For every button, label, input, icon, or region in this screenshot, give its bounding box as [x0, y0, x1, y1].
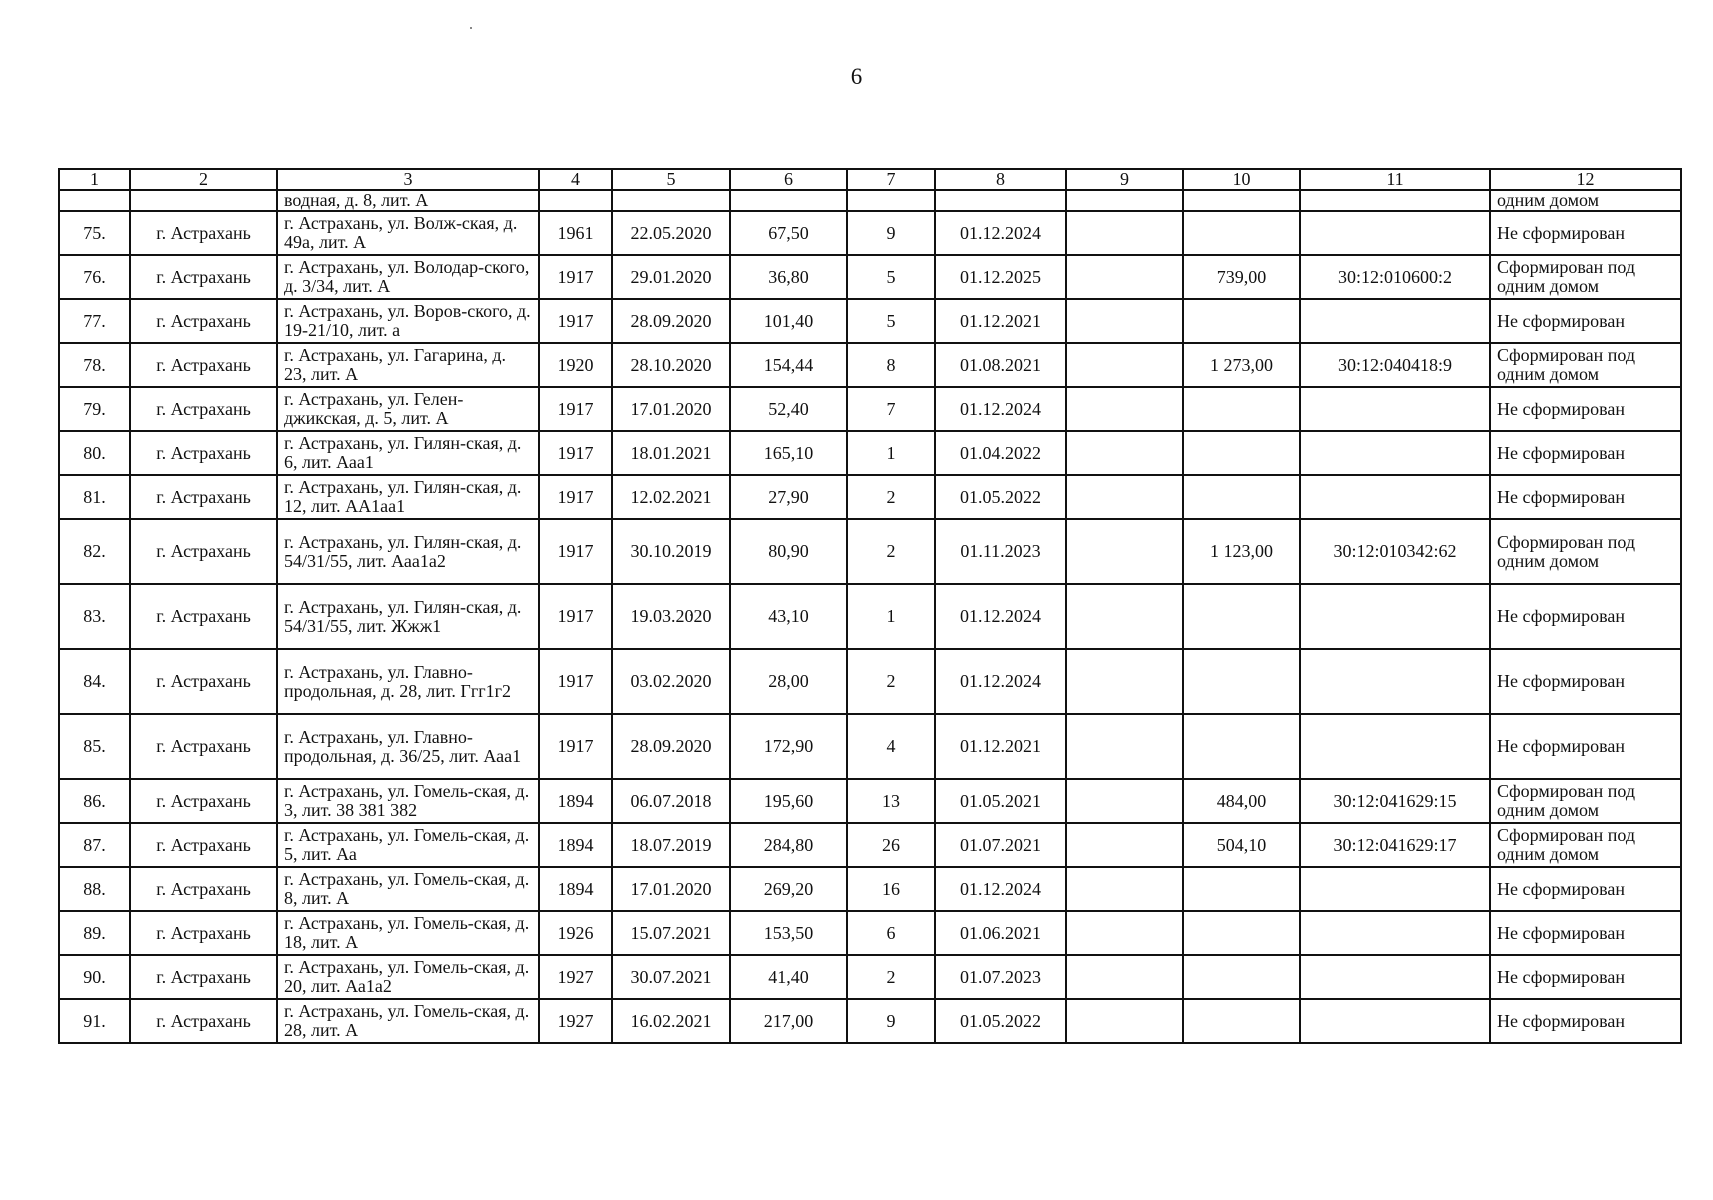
cell-city: г. Астрахань: [130, 255, 277, 299]
cell-cadastral: 30:12:010600:2: [1300, 255, 1490, 299]
cell-address: г. Астрахань, ул. Главно-продольная, д. 28, лит. Ггг1г2: [277, 649, 539, 714]
cell-col9: [1066, 823, 1183, 867]
housing-registry-table: [58, 168, 1682, 1044]
table-row: [59, 714, 1681, 779]
cell-land-area: [1183, 190, 1300, 211]
cell-residents: 9: [847, 999, 935, 1043]
cell-area: 101,40: [730, 299, 847, 343]
cell-n: 75.: [59, 211, 130, 255]
cell-city: г. Астрахань: [130, 649, 277, 714]
cell-cadastral: [1300, 649, 1490, 714]
column-number-header: 3: [277, 169, 539, 190]
cell-land-area: 484,00: [1183, 779, 1300, 823]
table-row: [59, 211, 1681, 255]
cell-city: г. Астрахань: [130, 999, 277, 1043]
cell-deadline: 01.06.2021: [935, 911, 1066, 955]
cell-col9: [1066, 714, 1183, 779]
cell-col9: [1066, 519, 1183, 584]
cell-city: г. Астрахань: [130, 475, 277, 519]
cell-residents: 2: [847, 475, 935, 519]
cell-date: 18.01.2021: [612, 431, 730, 475]
cell-area: 269,20: [730, 867, 847, 911]
cell-address: г. Астрахань, ул. Воров-ского, д. 19-21/10, лит. а: [277, 299, 539, 343]
cell-deadline: 01.12.2024: [935, 387, 1066, 431]
cell-land-status: Не сформирован: [1490, 584, 1681, 649]
table-row: [59, 955, 1681, 999]
cell-n: 83.: [59, 584, 130, 649]
cell-year: 1917: [539, 649, 612, 714]
cell-n: 79.: [59, 387, 130, 431]
cell-deadline: 01.12.2024: [935, 649, 1066, 714]
cell-address: г. Астрахань, ул. Гомель-ская, д. 28, лит. А: [277, 999, 539, 1043]
cell-address: г. Астрахань, ул. Володар-ского, д. 3/34, лит. А: [277, 255, 539, 299]
cell-land-status: Сформирован под одним домом: [1490, 255, 1681, 299]
cell-city: г. Астрахань: [130, 387, 277, 431]
cell-col9: [1066, 255, 1183, 299]
table-row: [59, 911, 1681, 955]
cell-n: 86.: [59, 779, 130, 823]
cell-land-status: Сформирован под одним домом: [1490, 343, 1681, 387]
cell-n: 82.: [59, 519, 130, 584]
cell-n: 89.: [59, 911, 130, 955]
cell-residents: 9: [847, 211, 935, 255]
cell-land-area: 739,00: [1183, 255, 1300, 299]
cell-deadline: 01.12.2024: [935, 584, 1066, 649]
cell-address: водная, д. 8, лит. А: [277, 190, 539, 211]
cell-cadastral: 30:12:010342:62: [1300, 519, 1490, 584]
cell-residents: 6: [847, 911, 935, 955]
cell-city: г. Астрахань: [130, 955, 277, 999]
cell-date: [612, 190, 730, 211]
cell-land-status: Не сформирован: [1490, 299, 1681, 343]
table-row: [59, 343, 1681, 387]
continuation-row: [59, 190, 1681, 211]
cell-n: 80.: [59, 431, 130, 475]
cell-deadline: 01.12.2024: [935, 211, 1066, 255]
cell-area: 28,00: [730, 649, 847, 714]
cell-cadastral: [1300, 211, 1490, 255]
column-number-header: 1: [59, 169, 130, 190]
cell-land-area: [1183, 299, 1300, 343]
cell-address: г. Астрахань, ул. Гомель-ская, д. 20, лит. Аа1а2: [277, 955, 539, 999]
cell-deadline: 01.08.2021: [935, 343, 1066, 387]
cell-year: 1917: [539, 255, 612, 299]
column-number-header: 10: [1183, 169, 1300, 190]
cell-date: 30.07.2021: [612, 955, 730, 999]
cell-cadastral: [1300, 999, 1490, 1043]
cell-year: 1917: [539, 431, 612, 475]
cell-land-area: [1183, 584, 1300, 649]
cell-area: 52,40: [730, 387, 847, 431]
column-number-header: 8: [935, 169, 1066, 190]
cell-address: г. Астрахань, ул. Гомель-ская, д. 3, лит. 38 381 382: [277, 779, 539, 823]
cell-residents: 4: [847, 714, 935, 779]
cell-year: 1917: [539, 299, 612, 343]
cell-cadastral: 30:12:040418:9: [1300, 343, 1490, 387]
cell-deadline: 01.04.2022: [935, 431, 1066, 475]
cell-year: 1927: [539, 955, 612, 999]
cell-land-area: [1183, 955, 1300, 999]
cell-cadastral: 30:12:041629:17: [1300, 823, 1490, 867]
cell-area: 172,90: [730, 714, 847, 779]
cell-date: 19.03.2020: [612, 584, 730, 649]
cell-land-area: 1 273,00: [1183, 343, 1300, 387]
cell-land-area: [1183, 649, 1300, 714]
table-row: [59, 431, 1681, 475]
cell-land-status: Не сформирован: [1490, 714, 1681, 779]
cell-date: 16.02.2021: [612, 999, 730, 1043]
cell-n: 85.: [59, 714, 130, 779]
cell-land-area: [1183, 714, 1300, 779]
table-row: [59, 584, 1681, 649]
cell-land-status: Не сформирован: [1490, 867, 1681, 911]
cell-n: 91.: [59, 999, 130, 1043]
cell-land-area: 1 123,00: [1183, 519, 1300, 584]
cell-year: 1894: [539, 823, 612, 867]
table-row: [59, 823, 1681, 867]
cell-col9: [1066, 584, 1183, 649]
column-number-header: 5: [612, 169, 730, 190]
cell-year: 1917: [539, 475, 612, 519]
cell-cadastral: [1300, 387, 1490, 431]
cell-address: г. Астрахань, ул. Главно-продольная, д. 36/25, лит. Ааа1: [277, 714, 539, 779]
cell-residents: 2: [847, 649, 935, 714]
cell-col9: [1066, 343, 1183, 387]
cell-land-status: Сформирован под одним домом: [1490, 519, 1681, 584]
cell-date: 06.07.2018: [612, 779, 730, 823]
cell-n: 90.: [59, 955, 130, 999]
column-number-row: [59, 169, 1681, 190]
cell-cadastral: [1300, 190, 1490, 211]
cell-date: 28.09.2020: [612, 299, 730, 343]
cell-n: 78.: [59, 343, 130, 387]
cell-address: г. Астрахань, ул. Гилян-ская, д. 54/31/55, лит. Ааа1а2: [277, 519, 539, 584]
cell-residents: 1: [847, 584, 935, 649]
cell-cadastral: [1300, 911, 1490, 955]
cell-deadline: 01.05.2021: [935, 779, 1066, 823]
cell-city: г. Астрахань: [130, 779, 277, 823]
cell-cadastral: 30:12:041629:15: [1300, 779, 1490, 823]
cell-land-area: [1183, 911, 1300, 955]
table-row: [59, 867, 1681, 911]
cell-col9: [1066, 867, 1183, 911]
cell-land-area: [1183, 867, 1300, 911]
cell-residents: 5: [847, 299, 935, 343]
cell-col9: [1066, 387, 1183, 431]
cell-address: г. Астрахань, ул. Гилян-ская, д. 54/31/55, лит. Жжж1: [277, 584, 539, 649]
cell-area: 195,60: [730, 779, 847, 823]
cell-address: г. Астрахань, ул. Гилян-ская, д. 12, лит. АА1аа1: [277, 475, 539, 519]
cell-area: 154,44: [730, 343, 847, 387]
table-row: [59, 299, 1681, 343]
cell-area: 36,80: [730, 255, 847, 299]
table-row: [59, 999, 1681, 1043]
cell-land-status: Не сформирован: [1490, 211, 1681, 255]
column-number-header: 4: [539, 169, 612, 190]
cell-year: 1894: [539, 779, 612, 823]
cell-area: 165,10: [730, 431, 847, 475]
column-number-header: 7: [847, 169, 935, 190]
cell-area: [730, 190, 847, 211]
cell-area: 153,50: [730, 911, 847, 955]
cell-cadastral: [1300, 475, 1490, 519]
cell-land-area: [1183, 387, 1300, 431]
cell-cadastral: [1300, 714, 1490, 779]
cell-land-status: Сформирован под одним домом: [1490, 823, 1681, 867]
cell-residents: 2: [847, 955, 935, 999]
cell-cadastral: [1300, 955, 1490, 999]
table-row: [59, 255, 1681, 299]
column-number-header: 6: [730, 169, 847, 190]
cell-cadastral: [1300, 299, 1490, 343]
column-number-header: 9: [1066, 169, 1183, 190]
cell-col9: [1066, 190, 1183, 211]
table-row: [59, 779, 1681, 823]
column-number-header: 2: [130, 169, 277, 190]
cell-residents: 5: [847, 255, 935, 299]
cell-deadline: 01.12.2025: [935, 255, 1066, 299]
cell-city: г. Астрахань: [130, 823, 277, 867]
cell-n: 76.: [59, 255, 130, 299]
cell-col9: [1066, 211, 1183, 255]
cell-address: г. Астрахань, ул. Гомель-ская, д. 5, лит. Аа: [277, 823, 539, 867]
cell-city: г. Астрахань: [130, 911, 277, 955]
cell-land-area: 504,10: [1183, 823, 1300, 867]
cell-date: 30.10.2019: [612, 519, 730, 584]
cell-land-status: Не сформирован: [1490, 911, 1681, 955]
cell-date: 17.01.2020: [612, 867, 730, 911]
cell-col9: [1066, 431, 1183, 475]
page-number: 6: [850, 64, 863, 89]
cell-cadastral: [1300, 584, 1490, 649]
cell-residents: 16: [847, 867, 935, 911]
cell-col9: [1066, 475, 1183, 519]
cell-land-area: [1183, 475, 1300, 519]
column-number-header: 11: [1300, 169, 1490, 190]
cell-area: 43,10: [730, 584, 847, 649]
cell-year: 1926: [539, 911, 612, 955]
cell-residents: 8: [847, 343, 935, 387]
cell-n: 88.: [59, 867, 130, 911]
cell-city: г. Астрахань: [130, 299, 277, 343]
cell-address: г. Астрахань, ул. Гилян-ская, д. 6, лит. Ааа1: [277, 431, 539, 475]
table-row: [59, 649, 1681, 714]
cell-n: [59, 190, 130, 211]
cell-year: 1894: [539, 867, 612, 911]
cell-city: г. Астрахань: [130, 343, 277, 387]
cell-land-area: [1183, 431, 1300, 475]
cell-n: 81.: [59, 475, 130, 519]
cell-land-status: одним домом: [1490, 190, 1681, 211]
cell-address: г. Астрахань, ул. Гагарина, д. 23, лит. А: [277, 343, 539, 387]
cell-col9: [1066, 649, 1183, 714]
cell-land-status: Не сформирован: [1490, 955, 1681, 999]
cell-city: г. Астрахань: [130, 714, 277, 779]
cell-city: г. Астрахань: [130, 211, 277, 255]
cell-land-area: [1183, 999, 1300, 1043]
cell-col9: [1066, 779, 1183, 823]
cell-year: [539, 190, 612, 211]
cell-col9: [1066, 999, 1183, 1043]
cell-land-status: Не сформирован: [1490, 387, 1681, 431]
scan-speck: [470, 27, 472, 29]
cell-col9: [1066, 911, 1183, 955]
cell-city: [130, 190, 277, 211]
cell-col9: [1066, 299, 1183, 343]
cell-cadastral: [1300, 431, 1490, 475]
cell-deadline: 01.12.2021: [935, 714, 1066, 779]
cell-residents: 13: [847, 779, 935, 823]
cell-area: 284,80: [730, 823, 847, 867]
cell-date: 03.02.2020: [612, 649, 730, 714]
cell-deadline: 01.07.2023: [935, 955, 1066, 999]
cell-land-status: Не сформирован: [1490, 999, 1681, 1043]
cell-land-status: Не сформирован: [1490, 431, 1681, 475]
cell-cadastral: [1300, 867, 1490, 911]
cell-city: г. Астрахань: [130, 519, 277, 584]
cell-date: 17.01.2020: [612, 387, 730, 431]
column-number-header: 12: [1490, 169, 1681, 190]
cell-residents: 7: [847, 387, 935, 431]
cell-area: 217,00: [730, 999, 847, 1043]
cell-deadline: 01.07.2021: [935, 823, 1066, 867]
cell-deadline: 01.05.2022: [935, 999, 1066, 1043]
cell-date: 28.09.2020: [612, 714, 730, 779]
cell-year: 1920: [539, 343, 612, 387]
cell-residents: [847, 190, 935, 211]
cell-residents: 2: [847, 519, 935, 584]
cell-area: 41,40: [730, 955, 847, 999]
cell-year: 1927: [539, 999, 612, 1043]
cell-date: 12.02.2021: [612, 475, 730, 519]
cell-area: 67,50: [730, 211, 847, 255]
cell-n: 77.: [59, 299, 130, 343]
cell-residents: 26: [847, 823, 935, 867]
cell-address: г. Астрахань, ул. Волж-ская, д. 49а, лит. А: [277, 211, 539, 255]
cell-deadline: 01.12.2024: [935, 867, 1066, 911]
cell-date: 15.07.2021: [612, 911, 730, 955]
cell-date: 22.05.2020: [612, 211, 730, 255]
cell-city: г. Астрахань: [130, 584, 277, 649]
cell-n: 87.: [59, 823, 130, 867]
cell-date: 29.01.2020: [612, 255, 730, 299]
cell-date: 28.10.2020: [612, 343, 730, 387]
cell-date: 18.07.2019: [612, 823, 730, 867]
cell-land-status: Не сформирован: [1490, 475, 1681, 519]
cell-address: г. Астрахань, ул. Гомель-ская, д. 8, лит. А: [277, 867, 539, 911]
cell-land-area: [1183, 211, 1300, 255]
cell-area: 80,90: [730, 519, 847, 584]
cell-address: г. Астрахань, ул. Гелен-джикская, д. 5, лит. А: [277, 387, 539, 431]
cell-city: г. Астрахань: [130, 431, 277, 475]
cell-residents: 1: [847, 431, 935, 475]
cell-land-status: Сформирован под одним домом: [1490, 779, 1681, 823]
cell-deadline: 01.05.2022: [935, 475, 1066, 519]
cell-year: 1917: [539, 584, 612, 649]
table-row: [59, 475, 1681, 519]
cell-area: 27,90: [730, 475, 847, 519]
table-row: [59, 387, 1681, 431]
cell-year: 1917: [539, 387, 612, 431]
cell-address: г. Астрахань, ул. Гомель-ская, д. 18, лит. А: [277, 911, 539, 955]
cell-year: 1917: [539, 714, 612, 779]
cell-col9: [1066, 955, 1183, 999]
cell-deadline: [935, 190, 1066, 211]
cell-deadline: 01.12.2021: [935, 299, 1066, 343]
cell-deadline: 01.11.2023: [935, 519, 1066, 584]
cell-land-status: Не сформирован: [1490, 649, 1681, 714]
cell-city: г. Астрахань: [130, 867, 277, 911]
cell-n: 84.: [59, 649, 130, 714]
cell-year: 1917: [539, 519, 612, 584]
table-row: [59, 519, 1681, 584]
cell-year: 1961: [539, 211, 612, 255]
